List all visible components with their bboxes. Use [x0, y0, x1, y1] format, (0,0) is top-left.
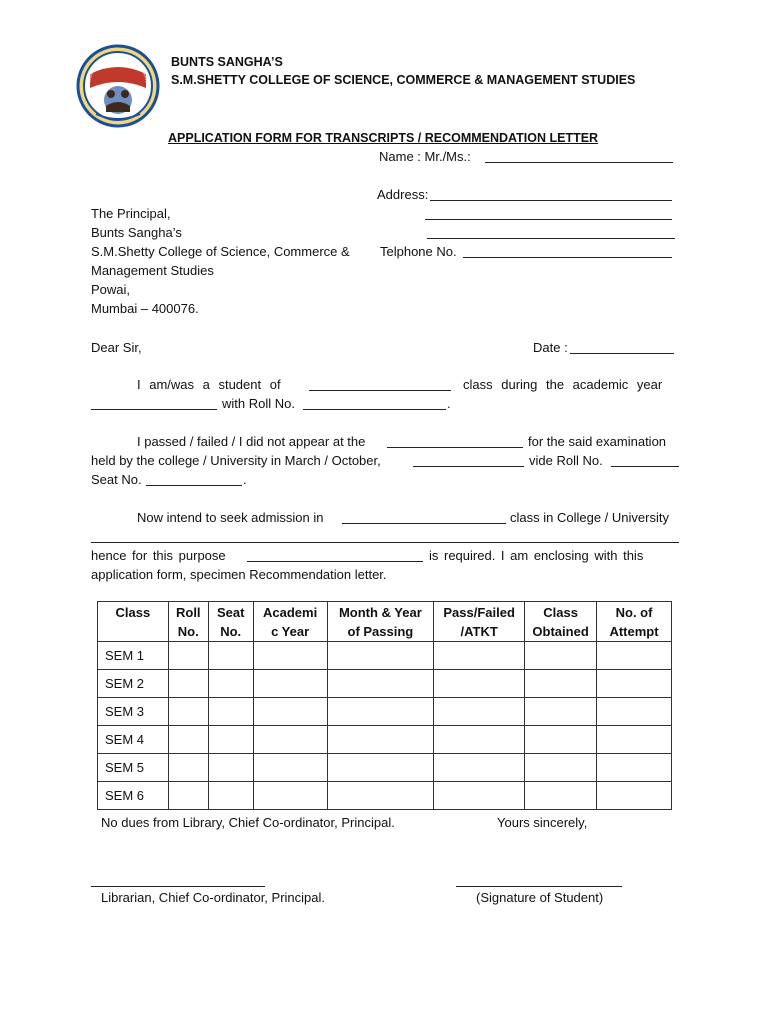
address-label: Address: — [377, 187, 429, 202]
para3-text-e: application form, specimen Recommendation letter. — [91, 567, 387, 582]
college-name: S.M.SHETTY COLLEGE OF SCIENCE, COMMERCE & MANAGEMENT STUDIES — [171, 73, 636, 87]
table-cell[interactable] — [253, 782, 327, 810]
address-input-line-3[interactable] — [427, 238, 675, 239]
table-cell[interactable] — [327, 726, 434, 754]
table-cell[interactable] — [208, 670, 253, 698]
para2-text-e: Seat No. — [91, 472, 142, 487]
name-input-line[interactable] — [485, 162, 673, 163]
col-header-attempts: No. of Attempt — [597, 602, 672, 642]
col-header-class: Class — [98, 602, 169, 642]
table-cell[interactable] — [525, 726, 597, 754]
para3-text-d: is required. I am enclosing with this — [429, 548, 644, 563]
table-cell[interactable] — [327, 642, 434, 670]
recipient-line: Bunts Sangha’s — [91, 225, 182, 240]
para2-text-c: held by the college / University in March / October, — [91, 453, 381, 468]
table-cell[interactable] — [168, 782, 208, 810]
admission-class-blank[interactable] — [342, 523, 506, 524]
table-cell[interactable] — [597, 726, 672, 754]
yours-sincerely: Yours sincerely, — [497, 815, 588, 830]
table-cell[interactable] — [208, 782, 253, 810]
table-cell[interactable] — [168, 754, 208, 782]
table-cell[interactable] — [168, 726, 208, 754]
table-cell[interactable] — [168, 670, 208, 698]
logo-text: SAMANJASAM SHIKSHA VIDYA SAMANGA — [86, 53, 151, 87]
table-cell[interactable] — [208, 726, 253, 754]
telephone-input-line[interactable] — [463, 257, 672, 258]
table-cell[interactable] — [597, 754, 672, 782]
date-input-line[interactable] — [570, 353, 674, 354]
student-signature-label: (Signature of Student) — [476, 890, 604, 905]
table-cell[interactable] — [597, 670, 672, 698]
table-row — [98, 782, 672, 810]
table-cell[interactable] — [208, 754, 253, 782]
col-header-roll-no: Roll No. — [168, 602, 208, 642]
exam-year-blank[interactable] — [413, 466, 524, 467]
table-cell[interactable] — [597, 642, 672, 670]
col-header-month-year-passing: Month & Year of Passing — [327, 602, 434, 642]
table-cell[interactable] — [525, 670, 597, 698]
table-row — [98, 698, 672, 726]
table-row — [98, 670, 672, 698]
form-title: APPLICATION FORM FOR TRANSCRIPTS / RECOMMENDATION LETTER — [168, 131, 599, 145]
table-cell[interactable] — [208, 698, 253, 726]
table-cell[interactable] — [434, 726, 525, 754]
para2-text-b: for the said examination — [528, 434, 667, 449]
para3-text-b: class in College / University — [510, 510, 669, 525]
para1-text-b: class during the academic year — [463, 377, 663, 392]
seat-no-blank[interactable] — [146, 485, 242, 486]
table-cell[interactable] — [434, 670, 525, 698]
para1-end: . — [447, 396, 451, 411]
para2-end: . — [243, 472, 247, 487]
table-cell[interactable] — [253, 698, 327, 726]
para2-text-d: vide Roll No. — [529, 453, 603, 468]
name-label: Name : Mr./Ms.: — [379, 149, 471, 164]
recipient-line: S.M.Shetty College of Science, Commerce & — [91, 244, 350, 259]
col-header-pass-failed: Pass/Failed /ATKT — [434, 602, 525, 642]
row-label: SEM 6 — [98, 782, 169, 810]
table-cell[interactable] — [253, 670, 327, 698]
table-cell[interactable] — [525, 642, 597, 670]
col-header-seat-no: Seat No. — [208, 602, 253, 642]
table-cell[interactable] — [597, 782, 672, 810]
para3-text-c: hence for this purpose — [91, 548, 226, 563]
table-cell[interactable] — [434, 642, 525, 670]
table-row — [98, 754, 672, 782]
row-label: SEM 5 — [98, 754, 169, 782]
table-cell[interactable] — [327, 754, 434, 782]
table-cell[interactable] — [253, 642, 327, 670]
recipient-line: The Principal, — [91, 206, 171, 221]
row-label: SEM 1 — [98, 642, 169, 670]
date-label: Date : — [533, 340, 568, 355]
para1-text-c: with Roll No. — [222, 396, 295, 411]
table-cell[interactable] — [327, 782, 434, 810]
table-cell[interactable] — [168, 698, 208, 726]
recipient-line: Powai, — [91, 282, 131, 297]
table-cell[interactable] — [253, 726, 327, 754]
para3-text-a: Now intend to seek admission in — [137, 510, 324, 525]
table-cell[interactable] — [327, 698, 434, 726]
table-cell[interactable] — [327, 670, 434, 698]
address-input-line-2[interactable] — [425, 219, 672, 220]
table-header-row — [98, 602, 672, 642]
no-dues-text: No dues from Library, Chief Co-ordinator, Principal. — [101, 815, 395, 830]
table-cell[interactable] — [525, 782, 597, 810]
telephone-label: Telphone No. — [380, 244, 457, 259]
purpose-blank[interactable] — [247, 561, 423, 562]
row-label: SEM 3 — [98, 698, 169, 726]
address-input-line-1[interactable] — [430, 200, 672, 201]
org-name: BUNTS SANGHA’S — [171, 55, 283, 69]
exam-roll-no-blank[interactable] — [611, 466, 679, 467]
exam-blank[interactable] — [387, 447, 523, 448]
semester-table — [97, 601, 672, 810]
table-cell[interactable] — [434, 698, 525, 726]
table-cell[interactable] — [253, 754, 327, 782]
table-cell[interactable] — [525, 698, 597, 726]
academic-year-blank[interactable] — [91, 409, 217, 410]
table-cell[interactable] — [525, 754, 597, 782]
row-label: SEM 2 — [98, 670, 169, 698]
col-header-academic-year: Academi c Year — [253, 602, 327, 642]
recipient-line: Mumbai – 400076. — [91, 301, 199, 316]
university-blank[interactable] — [91, 542, 679, 543]
salutation: Dear Sir, — [91, 340, 142, 355]
table-cell[interactable] — [597, 698, 672, 726]
col-header-class-obtained: Class Obtained — [525, 602, 597, 642]
student-class-blank[interactable] — [309, 390, 451, 391]
row-label: SEM 4 — [98, 726, 169, 754]
table-row — [98, 726, 672, 754]
authority-signature-line[interactable] — [91, 886, 265, 887]
roll-no-blank[interactable] — [303, 409, 446, 410]
table-cell[interactable] — [168, 642, 208, 670]
table-cell[interactable] — [208, 642, 253, 670]
recipient-line: Management Studies — [91, 263, 214, 278]
para1-text-a: I am/was a student of — [137, 377, 281, 392]
table-cell[interactable] — [434, 782, 525, 810]
para2-text-a: I passed / failed / I did not appear at the — [137, 434, 366, 449]
table-row — [98, 642, 672, 670]
table-cell[interactable] — [434, 754, 525, 782]
signatories-label: Librarian, Chief Co-ordinator, Principal. — [101, 890, 325, 905]
student-signature-line[interactable] — [456, 886, 622, 887]
college-logo — [76, 44, 160, 128]
